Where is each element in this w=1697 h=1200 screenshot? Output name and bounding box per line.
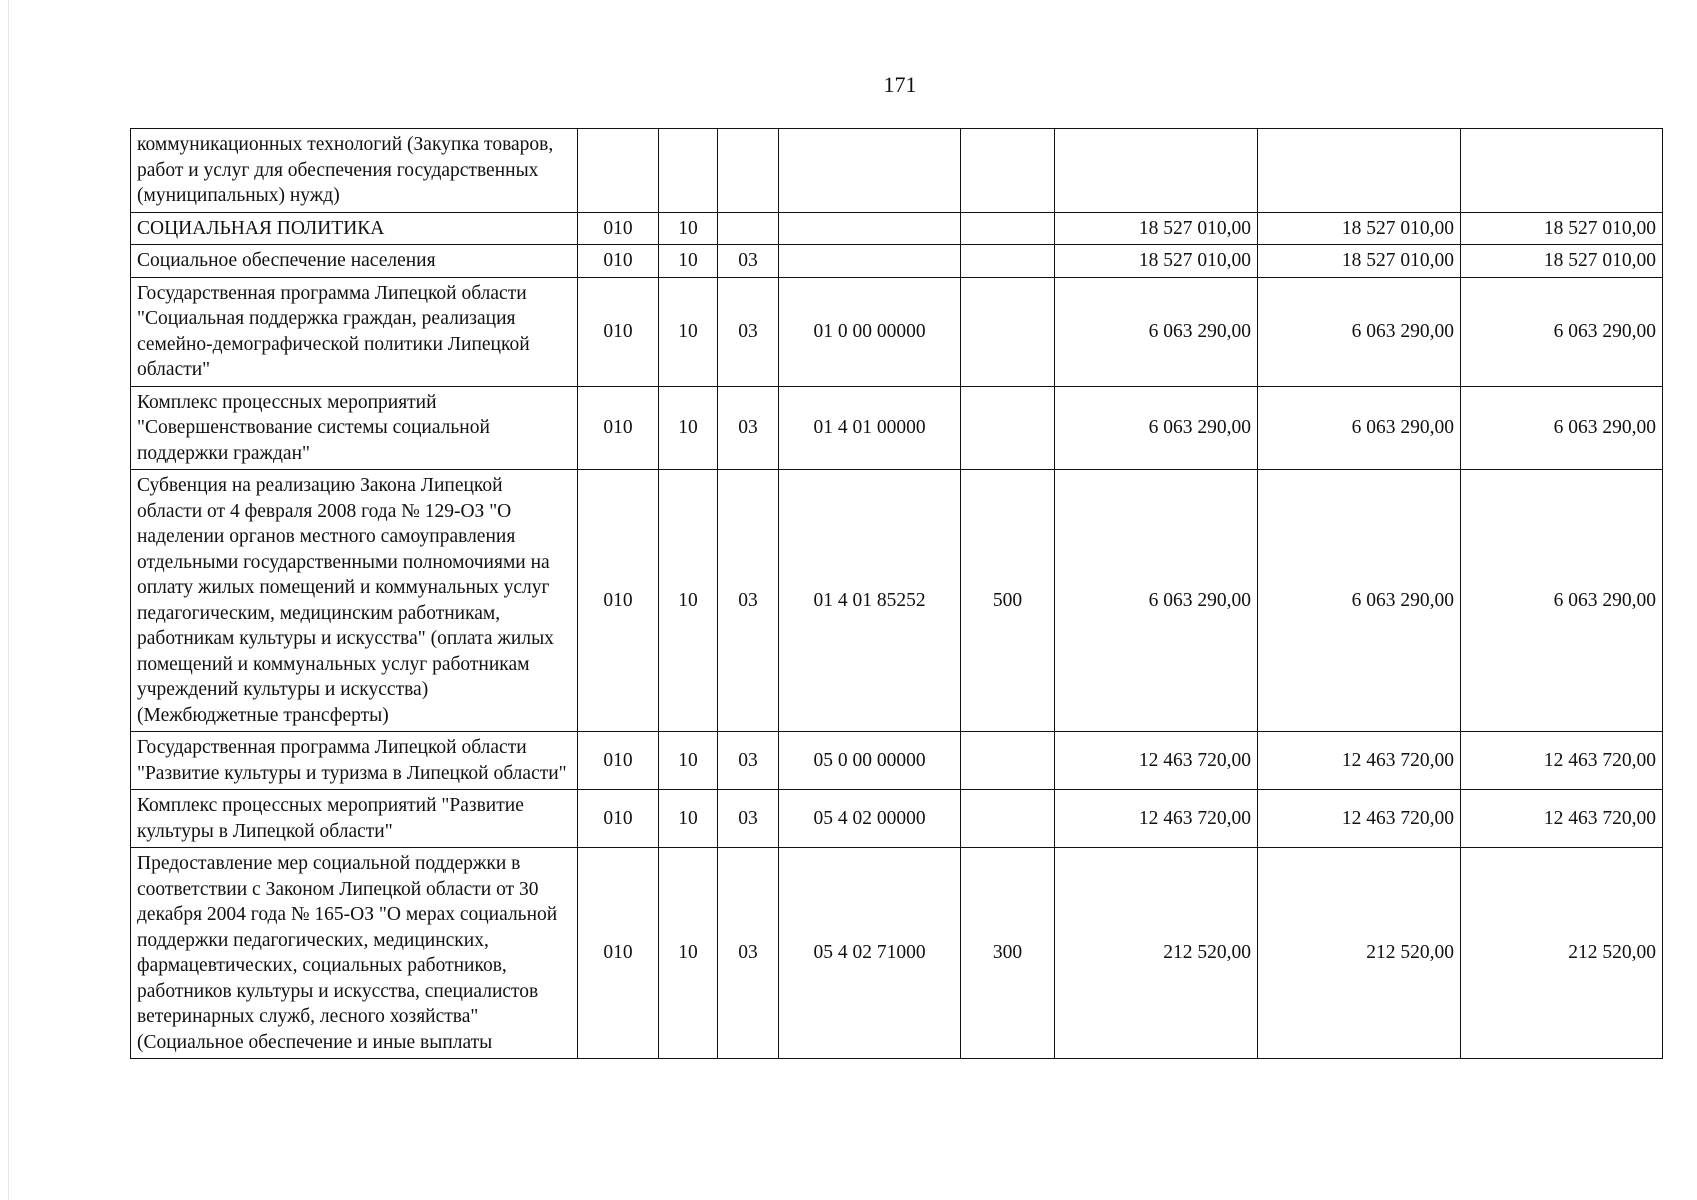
sum-year-1: 18 527 010,00 [1055, 245, 1258, 278]
gr-code: 010 [578, 386, 659, 470]
sum-year-2: 212 520,00 [1258, 848, 1461, 1059]
table-row [131, 386, 1663, 470]
page-margin-line [8, 0, 9, 1200]
pr-code: 03 [718, 277, 779, 386]
pr-code [718, 129, 779, 213]
sum-year-2: 18 527 010,00 [1258, 212, 1461, 245]
pr-code [718, 212, 779, 245]
table-row [131, 277, 1663, 386]
row-name: Субвенция на реализацию Закона Липецкой области от 4 февраля 2008 года № 129-ОЗ "О наделении органов местного самоуправления отдельными государственными полномочиями на оплату жилых помещений и коммунальных услуг педагогическим, медицинским работникам, работникам культуры и искусства" (оплата жилых помещений и коммунальных услуг работникам учреждений культуры и искусства) (Межбюджетные трансферты) [131, 470, 578, 732]
page-number: 171 [883, 72, 917, 97]
gr-code [578, 129, 659, 213]
csr-code: 05 4 02 71000 [779, 848, 961, 1059]
sum-year-1: 12 463 720,00 [1055, 732, 1258, 790]
sum-year-2: 6 063 290,00 [1258, 386, 1461, 470]
row-name: коммуникационных технологий (Закупка товаров, работ и услуг для обеспечения государственных (муниципальных) нужд) [131, 129, 578, 213]
pr-code: 03 [718, 790, 779, 848]
rz-code: 10 [659, 470, 718, 732]
sum-year-2: 12 463 720,00 [1258, 790, 1461, 848]
sum-year-1: 212 520,00 [1055, 848, 1258, 1059]
pr-code: 03 [718, 848, 779, 1059]
rz-code: 10 [659, 732, 718, 790]
csr-code [779, 129, 961, 213]
table-row [131, 245, 1663, 278]
csr-code [779, 212, 961, 245]
csr-code: 05 4 02 00000 [779, 790, 961, 848]
sum-year-1: 6 063 290,00 [1055, 277, 1258, 386]
pr-code: 03 [718, 732, 779, 790]
rz-code: 10 [659, 386, 718, 470]
budget-table [130, 128, 1663, 1059]
sum-year-2 [1258, 129, 1461, 213]
vr-code [961, 732, 1055, 790]
csr-code: 01 0 00 00000 [779, 277, 961, 386]
vr-code [961, 790, 1055, 848]
table-row [131, 732, 1663, 790]
rz-code: 10 [659, 277, 718, 386]
sum-year-2: 18 527 010,00 [1258, 245, 1461, 278]
gr-code: 010 [578, 212, 659, 245]
table-row [131, 212, 1663, 245]
rz-code [659, 129, 718, 213]
sum-year-3: 18 527 010,00 [1461, 212, 1663, 245]
sum-year-3: 6 063 290,00 [1461, 470, 1663, 732]
pr-code: 03 [718, 245, 779, 278]
rz-code: 10 [659, 848, 718, 1059]
row-name: Государственная программа Липецкой области "Развитие культуры и туризма в Липецкой области" [131, 732, 578, 790]
gr-code: 010 [578, 470, 659, 732]
sum-year-3: 6 063 290,00 [1461, 386, 1663, 470]
gr-code: 010 [578, 277, 659, 386]
csr-code: 01 4 01 85252 [779, 470, 961, 732]
sum-year-1: 6 063 290,00 [1055, 470, 1258, 732]
vr-code: 300 [961, 848, 1055, 1059]
sum-year-3: 6 063 290,00 [1461, 277, 1663, 386]
sum-year-2: 6 063 290,00 [1258, 470, 1461, 732]
row-name: Комплекс процессных мероприятий "Совершенствование системы социальной поддержки граждан" [131, 386, 578, 470]
gr-code: 010 [578, 245, 659, 278]
gr-code: 010 [578, 848, 659, 1059]
table-row [131, 129, 1663, 213]
table-row [131, 470, 1663, 732]
csr-code: 05 0 00 00000 [779, 732, 961, 790]
row-name: Социальное обеспечение населения [131, 245, 578, 278]
rz-code: 10 [659, 212, 718, 245]
row-name: СОЦИАЛЬНАЯ ПОЛИТИКА [131, 212, 578, 245]
row-name: Государственная программа Липецкой области "Социальная поддержка граждан, реализация семейно-демографической политики Липецкой области" [131, 277, 578, 386]
sum-year-1: 12 463 720,00 [1055, 790, 1258, 848]
row-name: Предоставление мер социальной поддержки в соответствии с Законом Липецкой области от 30 декабря 2004 года № 165-ОЗ "О мерах социальной поддержки педагогических, медицинских, фармацевтических, социальных работников, работников культуры и искусства, специалистов ветеринарных служб, лесного хозяйства" (Социальное обеспечение и иные выплаты [131, 848, 578, 1059]
sum-year-2: 12 463 720,00 [1258, 732, 1461, 790]
table-row [131, 790, 1663, 848]
pr-code: 03 [718, 386, 779, 470]
rz-code: 10 [659, 790, 718, 848]
sum-year-3: 12 463 720,00 [1461, 790, 1663, 848]
vr-code: 500 [961, 470, 1055, 732]
vr-code [961, 386, 1055, 470]
sum-year-1 [1055, 129, 1258, 213]
sum-year-1: 18 527 010,00 [1055, 212, 1258, 245]
rz-code: 10 [659, 245, 718, 278]
pr-code: 03 [718, 470, 779, 732]
vr-code [961, 212, 1055, 245]
sum-year-3: 12 463 720,00 [1461, 732, 1663, 790]
vr-code [961, 245, 1055, 278]
vr-code [961, 129, 1055, 213]
sum-year-3: 212 520,00 [1461, 848, 1663, 1059]
table-row [131, 848, 1663, 1059]
gr-code: 010 [578, 790, 659, 848]
sum-year-2: 6 063 290,00 [1258, 277, 1461, 386]
row-name: Комплекс процессных мероприятий "Развитие культуры в Липецкой области" [131, 790, 578, 848]
sum-year-1: 6 063 290,00 [1055, 386, 1258, 470]
vr-code [961, 277, 1055, 386]
csr-code [779, 245, 961, 278]
gr-code: 010 [578, 732, 659, 790]
csr-code: 01 4 01 00000 [779, 386, 961, 470]
sum-year-3 [1461, 129, 1663, 213]
sum-year-3: 18 527 010,00 [1461, 245, 1663, 278]
